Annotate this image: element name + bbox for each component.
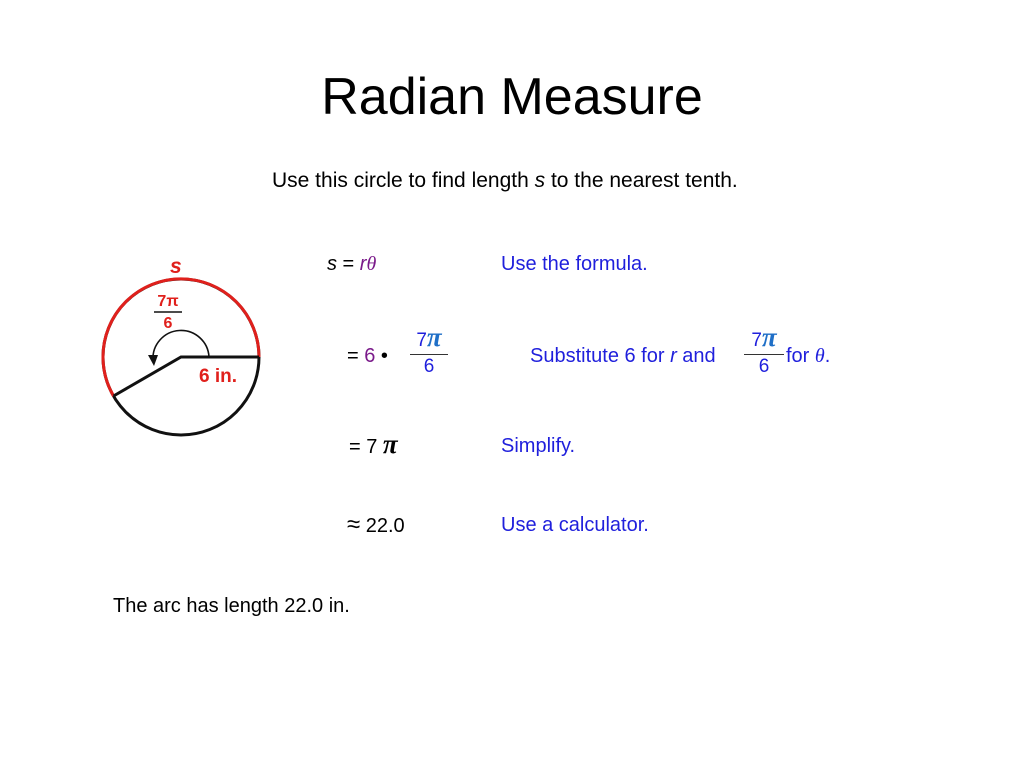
step-2-note-fraction-denominator: 6 [758,356,770,377]
step-2-fraction-numerator [410,322,448,352]
step-1-expression [327,252,376,276]
step-2-expression [347,344,388,368]
step-1-note: Use the formula. [501,253,648,275]
pi-icon: π [426,322,442,352]
circle-diagram [90,244,280,444]
slide-subtitle [272,168,738,194]
step-4-note: Use a calculator. [501,514,649,536]
step-1-theta: θ [366,253,377,275]
step-2-note-period: . [824,345,831,367]
pi-icon: π [382,429,398,459]
subtitle-text-after: to the nearest tenth. [545,169,738,192]
radius-label: 6 in. [199,366,238,387]
step-3-expression [349,429,398,459]
angle-arrowhead [148,355,158,366]
angle-label-denominator: 6 [163,315,173,332]
angle-label-numerator: 7π [157,293,179,310]
approx-icon: ≈ [347,511,361,538]
step-1-equals: = [337,253,360,275]
step-2-equals: = [347,345,365,367]
step-2-fraction-bar [410,354,448,355]
step-2-note-part2: and [676,345,716,367]
step-2-note-r: r [670,345,677,367]
step-2-note-fraction-bar [744,354,784,355]
step-2-note-fraction [744,322,784,377]
step-2-fraction-denominator: 6 [423,356,435,377]
step-4-value: 22.0 [360,515,405,537]
step-2-note-fraction-seven: 7 [751,330,762,351]
step-2-fraction [410,322,448,377]
subtitle-text-before: Use this circle to find length [272,169,535,192]
pi-icon: π [761,322,777,352]
step-2-note-part3: for [786,345,815,367]
step-4-expression [347,513,405,538]
arc-label-s: s [170,255,182,278]
step-2-fraction-seven: 7 [416,330,427,351]
slide-title: Radian Measure [321,68,703,126]
step-2-note-fraction-numerator [744,322,784,352]
step-2-note-end [786,344,830,368]
step-3-value: = 7 [349,436,378,458]
step-2-note-part1: Substitute 6 for [530,345,671,367]
radius-lines [114,357,260,396]
step-3-note: Simplify. [501,435,576,457]
step-2-dot: • [375,345,388,367]
step-1-s: s [327,253,337,275]
step-2-six: 6 [364,345,376,367]
step-1-r: r [359,253,367,275]
subtitle-variable-s: s [534,169,546,192]
step-2-note-theta: θ [814,345,825,367]
conclusion: The arc has length 22.0 in. [113,595,350,617]
step-2-note [530,344,716,368]
